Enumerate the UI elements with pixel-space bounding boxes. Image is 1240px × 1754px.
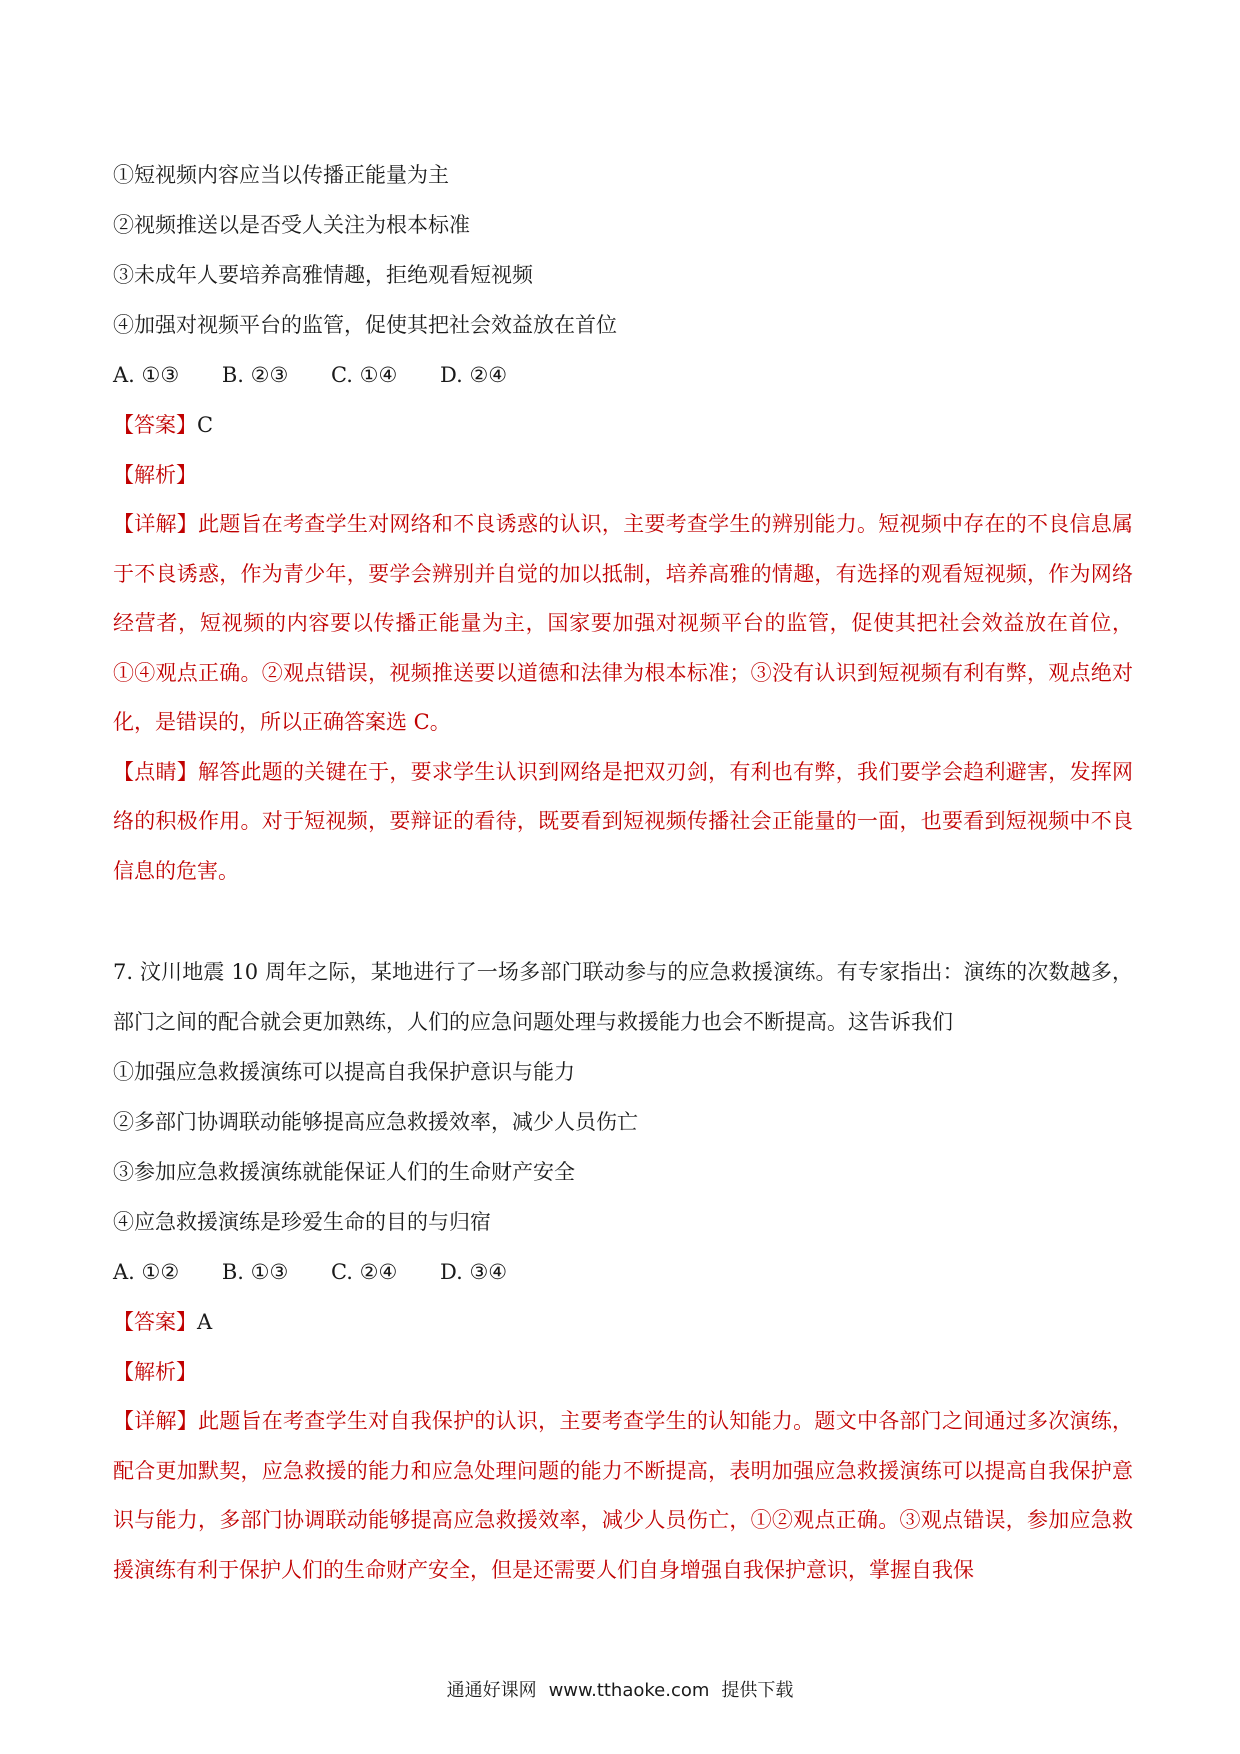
q7-detail bbox=[113, 1397, 1133, 1595]
detail-text: 此题旨在考查学生对网络和不良诱惑的认识，主要考查学生的辨别能力。短视频中存在的不良信息属于不良诱惑，作为青少年，要学会辨别并自觉的加以抵制，培养高雅的情趣，有选择的观看短视频，作为网络经营者，短视频的内容要以传播正能量为主，国家要加强对视频平台的监管，促使其把社会效益放在首位，①④观点正确。②观点错误，视频推送要以道德和法律为根本标准；③没有认识到短视频有利有弊，观点绝对化，是错误的，所以正确答案选 C。 bbox=[113, 512, 1134, 734]
page-footer bbox=[0, 1676, 1240, 1702]
q7-analysis-tag: 【解析】 bbox=[113, 1360, 197, 1384]
q6-answer bbox=[113, 400, 1133, 450]
document-page bbox=[113, 150, 1133, 1595]
q7-statement-1: ①加强应急救援演练可以提高自我保护意识与能力 bbox=[113, 1060, 575, 1084]
q7-option-b: B. ①③ bbox=[221, 1260, 289, 1284]
q7-statement-4: ④应急救援演练是珍爱生命的目的与归宿 bbox=[113, 1210, 491, 1234]
q6-option-c: C. ①④ bbox=[330, 363, 398, 387]
q6-statement-1: ①短视频内容应当以传播正能量为主 bbox=[113, 163, 449, 187]
q6-statement-4: ④加强对视频平台的监管，促使其把社会效益放在首位 bbox=[113, 313, 617, 337]
q6-detail bbox=[113, 500, 1133, 748]
q6-option-d: D. ②④ bbox=[440, 363, 508, 387]
answer-tag: 【答案】 bbox=[113, 413, 197, 437]
q7-statement-3: ③参加应急救援演练就能保证人们的生命财产安全 bbox=[113, 1160, 575, 1184]
q7-statement-2: ②多部门协调联动能够提高应急救援效率，减少人员伤亡 bbox=[113, 1110, 638, 1134]
q6-comment bbox=[113, 748, 1133, 897]
q6-option-a: A. ①③ bbox=[113, 363, 180, 387]
footer-url[interactable]: www.tthaoke.com bbox=[548, 1680, 710, 1701]
q6-statement-3: ③未成年人要培养高雅情趣，拒绝观看短视频 bbox=[113, 263, 533, 287]
q6-options bbox=[113, 350, 1133, 400]
q7-stem: 7. 汶川地震 10 周年之际，某地进行了一场多部门联动参与的应急救援演练。有专家指出：演练的次数越多，部门之间的配合就会更加熟练，人们的应急问题处理与救援能力也会不断提高。这告诉我们 bbox=[113, 960, 1133, 1034]
q7-answer bbox=[113, 1297, 1133, 1347]
comment-tag: 【点睛】 bbox=[113, 759, 199, 784]
q6-analysis-tag: 【解析】 bbox=[113, 463, 197, 487]
answer-tag: 【答案】 bbox=[113, 1310, 197, 1334]
detail-text: 此题旨在考查学生对自我保护的认识，主要考查学生的认知能力。题文中各部门之间通过多次演练，配合更加默契，应急救援的能力和应急处理问题的能力不断提高，表明加强应急救援演练可以提高自我保护意识与能力，多部门协调联动能够提高应急救援效率，减少人员伤亡，①②观点正确。③观点错误，参加应急救援演练有利于保护人们的生命财产安全，但是还需要人们自身增强自我保护意识，掌握自我保 bbox=[113, 1409, 1134, 1582]
q6-statement-2: ②视频推送以是否受人关注为根本标准 bbox=[113, 213, 470, 237]
answer-value: A bbox=[197, 1310, 213, 1334]
detail-tag: 【详解】 bbox=[113, 512, 199, 536]
q7-options bbox=[113, 1247, 1133, 1297]
q7-option-d: D. ③④ bbox=[440, 1260, 508, 1284]
detail-tag: 【详解】 bbox=[113, 1409, 199, 1433]
spacer bbox=[113, 896, 1133, 948]
q6-option-b: B. ②③ bbox=[221, 363, 289, 387]
footer-site: 通通好课网 bbox=[446, 1680, 537, 1701]
answer-value: C bbox=[197, 413, 214, 437]
q7-option-c: C. ②④ bbox=[330, 1260, 398, 1284]
comment-text: 解答此题的关键在于，要求学生认识到网络是把双刃剑，有利也有弊，我们要学会趋利避害，发挥网络的积极作用。对于短视频，要辩证的看待，既要看到短视频传播社会正能量的一面，也要看到短视频中不良信息的危害。 bbox=[113, 759, 1134, 883]
q7-option-a: A. ①② bbox=[113, 1260, 180, 1284]
footer-note: 提供下载 bbox=[721, 1680, 794, 1701]
